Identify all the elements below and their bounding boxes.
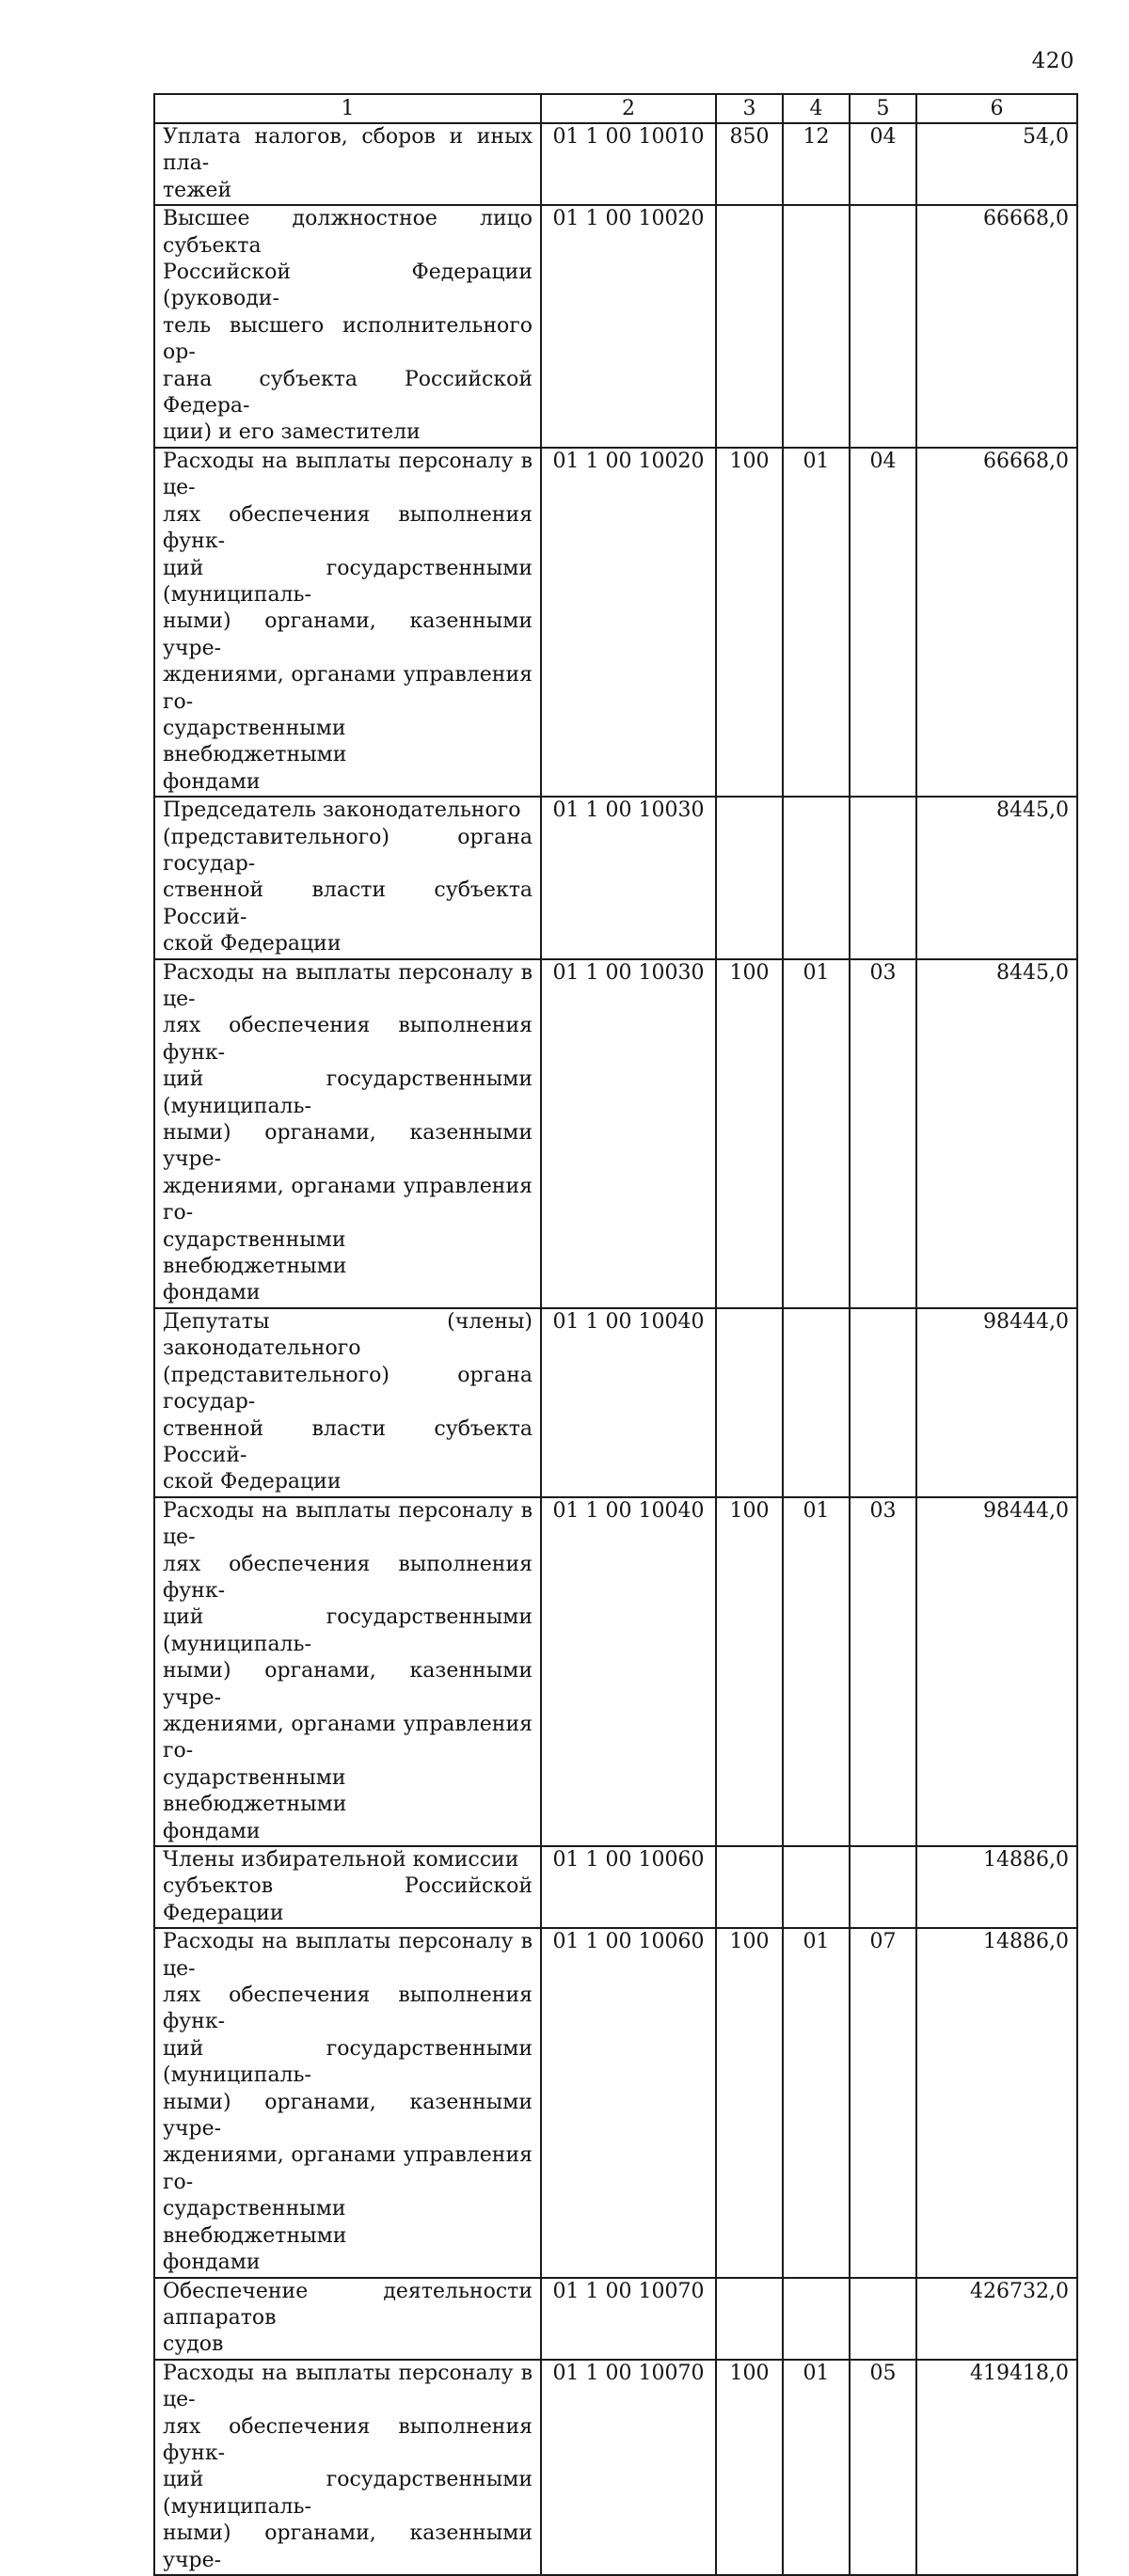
row-description bbox=[154, 205, 541, 448]
description-line: Высшее должностное лицо субъекта bbox=[163, 207, 533, 258]
description-line: ными) органами, казенными учре- bbox=[163, 2521, 533, 2572]
amount-value: 66668,0 bbox=[916, 448, 1077, 797]
budget-code: 01 1 00 10040 bbox=[541, 1497, 716, 1846]
description-line: ждениями, органами управления го- bbox=[163, 1712, 533, 1763]
table-row bbox=[154, 959, 1077, 1308]
description-line: субъектов Российской Федерации bbox=[163, 1874, 533, 1925]
budget-code: 01 1 00 10010 bbox=[541, 123, 716, 205]
amount-value: 14886,0 bbox=[916, 1928, 1077, 2277]
description-line: сударственными внебюджетными bbox=[163, 1227, 347, 1279]
description-line: Члены избирательной комиссии bbox=[163, 1848, 519, 1872]
budget-code: 01 1 00 10060 bbox=[541, 1846, 716, 1928]
budget-code: 01 1 00 10070 bbox=[541, 2278, 716, 2360]
description-line: Обеспечение деятельности аппаратов bbox=[163, 2279, 533, 2330]
description-line: лях обеспечения выполнения функ- bbox=[163, 2414, 533, 2465]
amount-value: 426732,0 bbox=[916, 2278, 1077, 2360]
description-line: (представительного) органа государ- bbox=[163, 825, 533, 876]
section-code: 01 bbox=[783, 448, 850, 797]
amount-value: 98444,0 bbox=[916, 1497, 1077, 1846]
row-description bbox=[154, 1497, 541, 1846]
description-line: Расходы на выплаты персоналу в це- bbox=[163, 960, 533, 1011]
description-line: ции) и его заместители bbox=[163, 420, 421, 445]
description-line: ждениями, органами управления го- bbox=[163, 1174, 533, 1225]
section-code: 01 bbox=[783, 1497, 850, 1846]
section-code bbox=[783, 2278, 850, 2360]
description-line: сударственными внебюджетными bbox=[163, 2197, 347, 2248]
subsection-code: 03 bbox=[850, 959, 916, 1308]
description-line: сударственными внебюджетными bbox=[163, 1765, 347, 1817]
table-row bbox=[154, 448, 1077, 797]
row-description bbox=[154, 1308, 541, 1497]
description-line: тежей bbox=[163, 178, 232, 202]
description-line: Расходы на выплаты персоналу в це- bbox=[163, 2361, 533, 2412]
table-body bbox=[154, 123, 1077, 2575]
subsection-code: 07 bbox=[850, 1928, 916, 2277]
amount-value: 98444,0 bbox=[916, 1308, 1077, 1497]
section-code: 01 bbox=[783, 1928, 850, 2277]
description-line: ными) органами, казенными учре- bbox=[163, 2090, 533, 2141]
table-row bbox=[154, 1928, 1077, 2277]
section-code bbox=[783, 1308, 850, 1497]
description-line: (представительного) органа государ- bbox=[163, 1363, 533, 1414]
budget-code: 01 1 00 10070 bbox=[541, 2360, 716, 2575]
row-description bbox=[154, 2360, 541, 2575]
row-description bbox=[154, 1846, 541, 1928]
expense-type-code bbox=[716, 797, 783, 958]
subsection-code: 04 bbox=[850, 123, 916, 205]
expense-type-code: 850 bbox=[716, 123, 783, 205]
column-header: 4 bbox=[783, 94, 850, 123]
expense-type-code: 100 bbox=[716, 1497, 783, 1846]
budget-code: 01 1 00 10040 bbox=[541, 1308, 716, 1497]
description-line: гана субъекта Российской Федера- bbox=[163, 367, 533, 419]
table-row bbox=[154, 205, 1077, 448]
expense-type-code bbox=[716, 2278, 783, 2360]
description-line: фондами bbox=[163, 1819, 261, 1843]
budget-code: 01 1 00 10030 bbox=[541, 959, 716, 1308]
description-line: тель высшего исполнительного ор- bbox=[163, 313, 533, 365]
subsection-code bbox=[850, 797, 916, 958]
description-line: ными) органами, казенными учре- bbox=[163, 609, 533, 660]
description-line: фондами bbox=[163, 1281, 261, 1305]
amount-value: 8445,0 bbox=[916, 797, 1077, 958]
description-line: ций государственными (муниципаль- bbox=[163, 2468, 533, 2519]
amount-value: 8445,0 bbox=[916, 959, 1077, 1308]
expense-type-code bbox=[716, 1308, 783, 1497]
row-description bbox=[154, 797, 541, 958]
page-number: 420 bbox=[1031, 49, 1074, 73]
row-description bbox=[154, 1928, 541, 2277]
description-line: ственной власти субъекта Россий- bbox=[163, 878, 533, 929]
table-row bbox=[154, 2360, 1077, 2575]
description-line: фондами bbox=[163, 769, 261, 794]
description-line: судов bbox=[163, 2332, 224, 2357]
expense-type-code: 100 bbox=[716, 2360, 783, 2575]
section-code: 01 bbox=[783, 2360, 850, 2575]
expense-type-code: 100 bbox=[716, 448, 783, 797]
description-line: Российской Федерации (руководи- bbox=[163, 261, 533, 311]
expense-type-code bbox=[716, 1846, 783, 1928]
subsection-code bbox=[850, 1308, 916, 1497]
description-line: лях обеспечения выполнения функ- bbox=[163, 502, 533, 554]
description-line: ждениями, органами управления го- bbox=[163, 663, 533, 714]
description-line: Председатель законодательного bbox=[163, 798, 521, 823]
section-code bbox=[783, 797, 850, 958]
section-code bbox=[783, 1846, 850, 1928]
description-line: Расходы на выплаты персоналу в це- bbox=[163, 449, 533, 500]
row-description bbox=[154, 2278, 541, 2360]
table-row bbox=[154, 1497, 1077, 1846]
expense-type-code: 100 bbox=[716, 959, 783, 1308]
description-line: сударственными внебюджетными bbox=[163, 716, 347, 767]
budget-code: 01 1 00 10020 bbox=[541, 448, 716, 797]
amount-value: 66668,0 bbox=[916, 205, 1077, 448]
description-line: лях обеспечения выполнения функ- bbox=[163, 1983, 533, 2034]
budget-code: 01 1 00 10020 bbox=[541, 205, 716, 448]
table-row bbox=[154, 123, 1077, 205]
description-line: Депутаты (члены) законодательного bbox=[163, 1309, 533, 1361]
subsection-code bbox=[850, 205, 916, 448]
description-line: ской Федерации bbox=[163, 932, 342, 956]
table-row bbox=[154, 797, 1077, 958]
expense-type-code bbox=[716, 205, 783, 448]
expense-type-code: 100 bbox=[716, 1928, 783, 2277]
subsection-code: 03 bbox=[850, 1497, 916, 1846]
description-line: фондами bbox=[163, 2251, 261, 2275]
description-line: ций государственными (муниципаль- bbox=[163, 556, 533, 607]
amount-value: 14886,0 bbox=[916, 1846, 1077, 1928]
subsection-code: 04 bbox=[850, 448, 916, 797]
subsection-code: 05 bbox=[850, 2360, 916, 2575]
column-header: 6 bbox=[916, 94, 1077, 123]
column-header: 3 bbox=[716, 94, 783, 123]
table-row bbox=[154, 2278, 1077, 2360]
description-line: ственной власти субъекта Россий- bbox=[163, 1416, 533, 1467]
amount-value: 419418,0 bbox=[916, 2360, 1077, 2575]
description-line: ций государственными (муниципаль- bbox=[163, 1067, 533, 1118]
description-line: лях обеспечения выполнения функ- bbox=[163, 1014, 533, 1065]
description-line: ций государственными (муниципаль- bbox=[163, 1605, 533, 1656]
description-line: Уплата налогов, сборов и иных пла- bbox=[163, 125, 533, 176]
subsection-code bbox=[850, 1846, 916, 1928]
column-header: 5 bbox=[850, 94, 916, 123]
budget-code: 01 1 00 10060 bbox=[541, 1928, 716, 2277]
row-description bbox=[154, 959, 541, 1308]
column-header: 1 bbox=[154, 94, 541, 123]
table-header-row bbox=[154, 94, 1077, 123]
description-line: ными) органами, казенными учре- bbox=[163, 1659, 533, 1710]
description-line: Расходы на выплаты персоналу в це- bbox=[163, 1498, 533, 1550]
row-description bbox=[154, 123, 541, 205]
budget-table bbox=[153, 93, 1078, 2576]
description-line: ждениями, органами управления го- bbox=[163, 2143, 533, 2194]
section-code bbox=[783, 205, 850, 448]
section-code: 01 bbox=[783, 959, 850, 1308]
description-line: лях обеспечения выполнения функ- bbox=[163, 1552, 533, 1603]
description-line: ской Федерации bbox=[163, 1470, 342, 1494]
section-code: 12 bbox=[783, 123, 850, 205]
description-line: ными) органами, казенными учре- bbox=[163, 1121, 533, 1172]
amount-value: 54,0 bbox=[916, 123, 1077, 205]
row-description bbox=[154, 448, 541, 797]
subsection-code bbox=[850, 2278, 916, 2360]
table-row bbox=[154, 1308, 1077, 1497]
budget-code: 01 1 00 10030 bbox=[541, 797, 716, 958]
description-line: ций государственными (муниципаль- bbox=[163, 2036, 533, 2088]
description-line: Расходы на выплаты персоналу в це- bbox=[163, 1930, 533, 1981]
column-header: 2 bbox=[541, 94, 716, 123]
table-row bbox=[154, 1846, 1077, 1928]
